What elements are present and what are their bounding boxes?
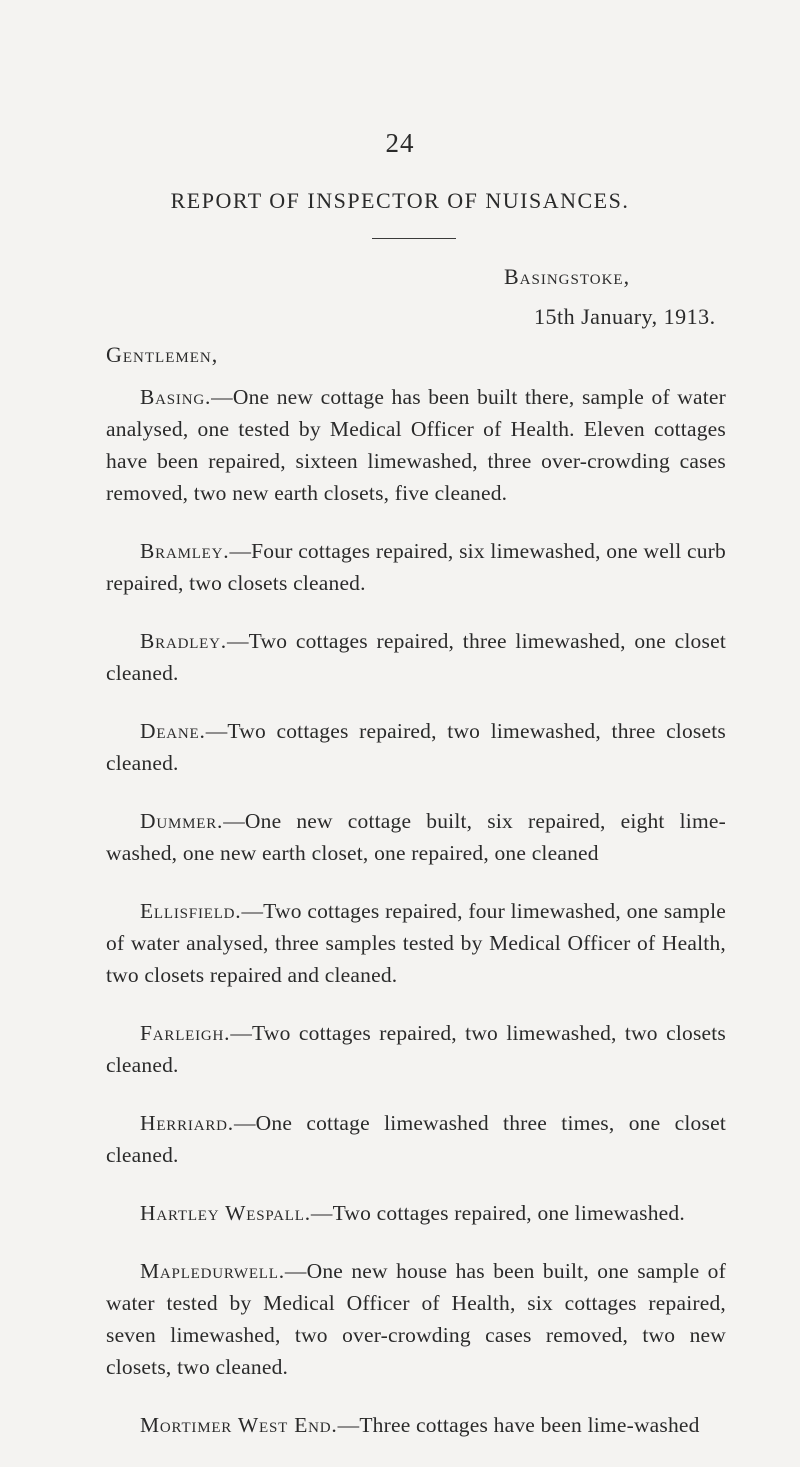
parish-name: Bradley. [140, 629, 227, 653]
parish-details: —Two cottages repaired, four limewashed, one sample of water analysed, three samples tested by Medical Officer of Health, two closets repaired and cleaned. [106, 899, 726, 987]
parish-name: Mapledurwell. [140, 1259, 285, 1283]
title-divider [372, 238, 456, 239]
parish-name: Basing. [140, 385, 212, 409]
parish-details: —Two cottages repaired, three limewashed, one closet cleaned. [106, 629, 726, 685]
salutation: Gentlemen, [106, 342, 219, 367]
parish-name: Deane. [140, 719, 206, 743]
parish-entry-herriard [106, 1107, 726, 1171]
parish-details: —Two cottages repaired, one limewashed. [310, 1201, 685, 1225]
parish-details: —Two cottages repaired, two limewashed, three closets cleaned. [106, 719, 726, 775]
parish-name: Bramley. [140, 539, 230, 563]
parish-details: —Four cottages repaired, six limewashed, one well curb repaired, two closets cleaned. [106, 539, 726, 595]
parish-name: Ellisfield. [140, 899, 242, 923]
parish-name: Farleigh. [140, 1021, 231, 1045]
report-title: REPORT OF INSPECTOR OF NUISANCES. [170, 188, 630, 213]
parish-entry-ellisfield [106, 895, 726, 991]
date-line: 15th January, 1913. [534, 304, 716, 329]
parish-name: Herriard. [140, 1111, 234, 1135]
parish-details: —One cottage limewashed three times, one closet cleaned. [106, 1111, 726, 1167]
parish-entry-farleigh [106, 1017, 726, 1081]
place-line: Basingstoke, [504, 264, 631, 289]
page-number: 24 [385, 128, 415, 158]
parish-details: —Two cottages repaired, two limewashed, two closets cleaned. [106, 1021, 726, 1077]
parish-details: —One new cottage has been built there, sample of water analysed, one tested by Medical Officer of Health. Eleven cottages have been repaired, sixteen limewashed, three over-crowding cases removed, two new earth closets, five cleaned. [106, 385, 726, 505]
parish-entry-hartley-wespall [106, 1197, 726, 1229]
parish-entry-bradley [106, 625, 726, 689]
parish-details: —Three cottages have been lime-washed [337, 1413, 700, 1437]
parish-entry-deane [106, 715, 726, 779]
parish-name: Hartley Wespall. [140, 1201, 311, 1225]
parish-entry-basing [106, 381, 726, 509]
parish-name: Dummer. [140, 809, 224, 833]
parish-entry-mapledurwell [106, 1255, 726, 1383]
parish-entry-bramley [106, 535, 726, 599]
parish-details: —One new cottage built, six repaired, eight lime-washed, one new earth closet, one repaired, one cleaned [106, 809, 726, 865]
parish-entry-dummer [106, 805, 726, 869]
parish-entries [106, 381, 726, 1467]
parish-name: Mortimer West End. [140, 1413, 338, 1437]
parish-entry-mortimer-west-end [106, 1409, 726, 1441]
parish-details: —One new house has been built, one sample of water tested by Medical Officer of Health, six cottages repaired, seven limewashed, two over-crowding cases removed, two new closets, two cleaned. [106, 1259, 726, 1379]
